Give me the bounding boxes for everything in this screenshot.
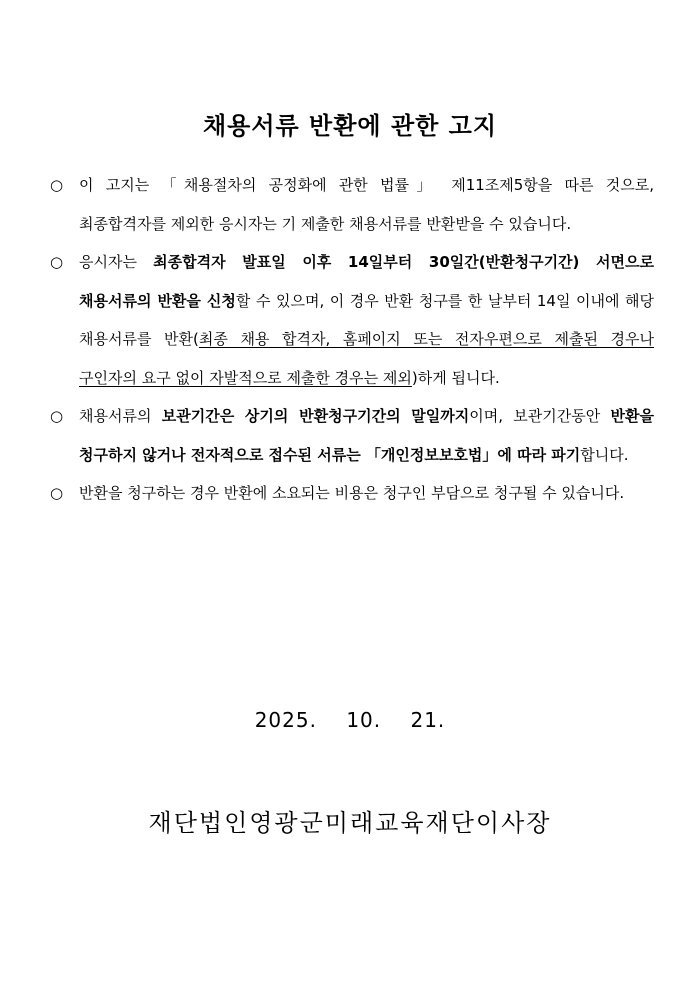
notice-text: 합니다. bbox=[580, 445, 629, 464]
notice-text: 응시자는 bbox=[79, 253, 154, 271]
circle-bullet-icon: ○ bbox=[50, 407, 64, 425]
circle-bullet-icon: ○ bbox=[50, 484, 64, 502]
notice-text: 할 수 있으며, 이 경우 반환 청구를 한 날부터 14일 이내에 해당 채용서류를 반환( bbox=[79, 291, 654, 348]
issuer-name: 재단법인영광군미래교육재단이사장 bbox=[148, 809, 552, 837]
notice-text: 반환을 청구하는 경우 반환에 소요되는 비용은 청구인 부담으로 청구될 수 있습니다. bbox=[79, 484, 625, 502]
notice-date: 2025. 10. 21. bbox=[254, 708, 446, 732]
notice-item-4 bbox=[46, 474, 654, 513]
notice-text-bold: 보관기간은 상기의 반환청구기간의 말일까지 bbox=[161, 407, 470, 425]
notice-item-3 bbox=[46, 397, 654, 474]
notice-text-underlined: 최종 채용 합격자, 홈페이지 또는 전자우편으로 제출된 경우나 구인자의 요구 없이 자발적으로 제출한 경우는 제외 bbox=[79, 330, 654, 387]
document-title: 채용서류 반환에 관한 고지 bbox=[202, 112, 498, 140]
circle-bullet-icon: ○ bbox=[50, 176, 64, 194]
notice-item-2 bbox=[46, 243, 654, 397]
circle-bullet-icon: ○ bbox=[50, 253, 64, 271]
notice-text: 이며, 보관기간동안 bbox=[469, 407, 611, 425]
notice-text-bold: 반환을 청구하지 않거나 전자적으로 접수된 서류는 「개인정보보호법」에 따라 파기 bbox=[79, 407, 655, 464]
notice-item-1 bbox=[46, 166, 654, 243]
notice-text: 이 고지는 「채용절차의 공정화에 관한 법률」 제11조제5항을 따른 것으로, 최종합격자를 제외한 응시자는 기 제출한 채용서류를 반환받을 수 있습니다. bbox=[79, 176, 654, 233]
notice-text: 채용서류의 bbox=[79, 407, 162, 425]
notice-text-bold: 최종합격자 발표일 이후 14일부터 30일간(반환청구기간) 서면으로 채용서류의 반환을 신청 bbox=[79, 253, 654, 310]
notice-text: )하게 됩니다. bbox=[411, 368, 500, 387]
notice-list bbox=[46, 166, 654, 513]
